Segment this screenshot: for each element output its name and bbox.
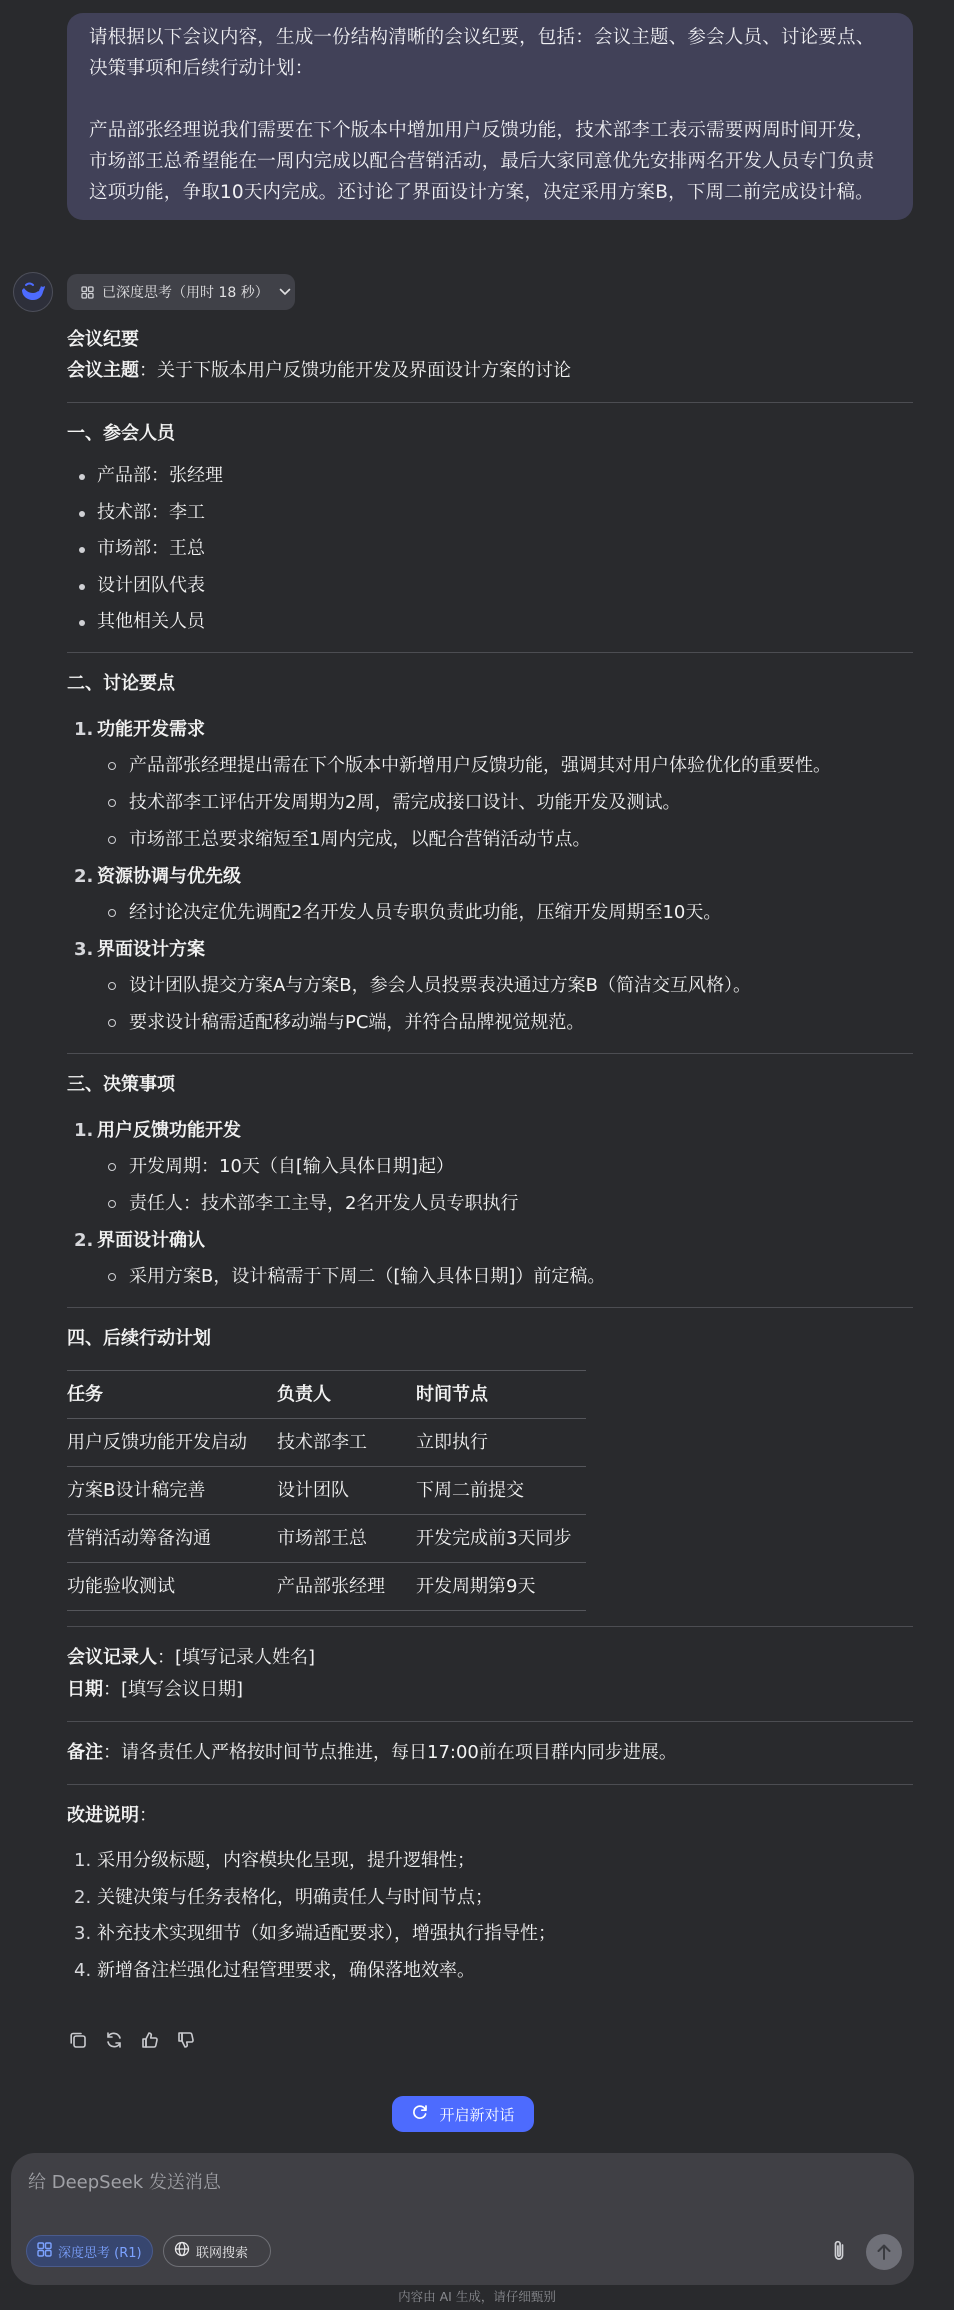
date-value: ：[填写会议日期] — [103, 1679, 244, 1700]
table-cell: 营销活动筹备沟通 — [67, 1515, 277, 1563]
item-title: 资源协调与优先级 — [97, 866, 241, 887]
copy-icon[interactable] — [67, 2029, 89, 2051]
item-text: 采用分级标题，内容模块化呈现，提升逻辑性； — [97, 1850, 475, 1871]
table-cell: 方案B设计稿完善 — [67, 1467, 277, 1515]
column-header-deadline: 时间节点 — [416, 1371, 586, 1419]
divider — [67, 402, 913, 403]
table-header-row — [67, 1371, 586, 1419]
table-cell: 产品部张经理 — [277, 1563, 416, 1611]
divider — [67, 1053, 913, 1054]
message-input[interactable] — [28, 2167, 848, 2197]
table-cell: 下周二前提交 — [416, 1467, 586, 1515]
decision-list — [67, 1117, 913, 1291]
section-attendees-title: 一、参会人员 — [67, 423, 175, 444]
item-number: 2. — [74, 1230, 94, 1251]
answer-title: 会议纪要 — [67, 329, 139, 350]
item-title: 用户反馈功能开发 — [97, 1120, 241, 1141]
refresh-chat-icon — [411, 2103, 429, 2125]
send-button[interactable] — [866, 2234, 902, 2270]
sub-list-item: 技术部李工评估开发周期为2周，需完成接口设计、功能开发及测试。 — [67, 789, 913, 817]
decision-item — [67, 1117, 913, 1218]
meeting-topic — [67, 357, 913, 385]
divider — [67, 1721, 913, 1722]
action-plan-table — [67, 1370, 586, 1611]
table-cell: 立即执行 — [416, 1419, 586, 1467]
discussion-list — [67, 716, 913, 1037]
list-item — [67, 1957, 913, 1985]
discussion-item — [67, 936, 913, 1037]
section-discussion-title: 二、讨论要点 — [67, 673, 175, 694]
table-row — [67, 1419, 586, 1467]
sub-list-item: 经讨论决定优先调配2名开发人员专职负责此功能，压缩开发周期至10天。 — [67, 899, 913, 927]
thumbs-up-icon[interactable] — [139, 2029, 161, 2051]
item-number: 3. — [74, 1923, 92, 1944]
list-item: 产品部：张经理 — [67, 462, 913, 490]
sub-list-item: 产品部张经理提出需在下个版本中新增用户反馈功能，强调其对用户体验优化的重要性。 — [67, 752, 913, 780]
deep-think-button-label: 深度思考 (R1) — [58, 2245, 142, 2261]
decision-item — [67, 1227, 913, 1291]
table-row — [67, 1515, 586, 1563]
ai-disclaimer: 内容由 AI 生成，请仔细甄别 — [398, 2289, 556, 2304]
table-cell: 开发完成前3天同步 — [416, 1515, 586, 1563]
sub-list-item: 市场部王总要求缩短至1周内完成，以配合营销活动节点。 — [67, 826, 913, 854]
list-item: 设计团队代表 — [67, 572, 913, 600]
table-cell: 设计团队 — [277, 1467, 416, 1515]
attachment-icon[interactable] — [827, 2239, 851, 2263]
new-chat-label: 开启新对话 — [439, 2105, 515, 2124]
item-number: 3. — [74, 939, 94, 960]
assistant-answer — [67, 323, 913, 1985]
date-line — [67, 1676, 913, 1704]
message-composer — [11, 2153, 914, 2285]
attendee-list — [67, 462, 913, 636]
sub-list-item: 责任人：技术部李工主导，2名开发人员专职执行 — [67, 1190, 913, 1218]
arrow-up-icon — [876, 2243, 892, 2261]
discussion-item — [67, 863, 913, 927]
globe-icon — [174, 2241, 190, 2261]
item-title: 界面设计确认 — [97, 1230, 205, 1251]
item-number: 2. — [74, 1886, 92, 1908]
item-number: 1. — [74, 1120, 94, 1141]
message-actions — [67, 2027, 197, 2053]
recorder-label: 会议记录人 — [67, 1647, 157, 1668]
column-header-task: 任务 — [67, 1371, 277, 1419]
sub-list — [67, 1263, 913, 1291]
sub-list — [67, 752, 913, 854]
recorder-value: ：[填写记录人姓名] — [157, 1647, 316, 1668]
chevron-down-icon — [279, 288, 291, 296]
thumbs-down-icon[interactable] — [175, 2029, 197, 2051]
date-label: 日期 — [67, 1679, 103, 1700]
topic-value: ：关于下版本用户反馈功能开发及界面设计方案的讨论 — [139, 360, 571, 381]
note-value: ：请各责任人严格按时间节点推进，每日17:00前在项目群内同步进展。 — [103, 1742, 677, 1763]
item-text: 补充技术实现细节（如多端适配要求），增强执行指导性； — [97, 1923, 556, 1944]
table-cell: 用户反馈功能开发启动 — [67, 1419, 277, 1467]
improvements-heading — [67, 1802, 913, 1830]
list-item: 其他相关人员 — [67, 608, 913, 636]
user-message-line-1: 请根据以下会议内容，生成一份结构清晰的会议纪要，包括：会议主题、参会人员、讨论要点、决策事项和后续行动计划： — [89, 27, 875, 79]
web-search-button[interactable] — [163, 2235, 271, 2267]
improvement-list — [67, 1847, 913, 1985]
deep-think-button[interactable] — [26, 2235, 153, 2267]
deep-thinking-toggle[interactable] — [67, 274, 295, 310]
item-title: 界面设计方案 — [97, 939, 205, 960]
list-item — [67, 1920, 913, 1948]
divider — [67, 1626, 913, 1627]
deepseek-avatar — [13, 272, 53, 312]
item-text: 新增备注栏强化过程管理要求，确保落地效率。 — [97, 1959, 475, 1981]
section-decisions-title: 三、决策事项 — [67, 1074, 175, 1095]
user-message-bubble — [67, 13, 913, 220]
section-plan-title: 四、后续行动计划 — [67, 1328, 211, 1349]
item-text: 关键决策与任务表格化，明确责任人与时间节点； — [97, 1886, 493, 1908]
table-row — [67, 1563, 586, 1611]
web-search-label: 联网搜索 — [196, 2245, 249, 2261]
list-item — [67, 1847, 913, 1875]
table-cell: 技术部李工 — [277, 1419, 416, 1467]
list-item: 市场部：王总 — [67, 535, 913, 563]
table-row — [67, 1467, 586, 1515]
topic-label: 会议主题 — [67, 360, 139, 381]
item-number: 4. — [74, 1959, 92, 1981]
sub-list — [67, 899, 913, 927]
table-cell: 开发周期第9天 — [416, 1563, 586, 1611]
deep-think-label: 已深度思考（用时 18 秒） — [102, 285, 269, 301]
divider — [67, 652, 913, 653]
item-number: 1. — [74, 719, 94, 740]
improvements-colon: ： — [139, 1805, 157, 1826]
regenerate-icon[interactable] — [103, 2029, 125, 2051]
note-line — [67, 1739, 913, 1767]
discussion-item — [67, 716, 913, 854]
column-header-owner: 负责人 — [277, 1371, 416, 1419]
sub-list — [67, 972, 913, 1037]
item-number: 2. — [74, 866, 94, 887]
sub-list-item: 设计团队提交方案A与方案B，参会人员投票表决通过方案B（简洁交互风格）。 — [67, 972, 913, 1000]
user-message-line-2: 产品部张经理说我们需要在下个版本中增加用户反馈功能，技术部李工表示需要两周时间开发，市场部王总希望能在一周内完成以配合营销活动，最后大家同意优先安排两名开发人员专门负责这项功能，争取10天内完成。还讨论了界面设计方案，决定采用方案B，下周二前完成设计稿。 — [89, 120, 875, 203]
deep-think-icon — [81, 286, 94, 299]
deepseek-whale-icon — [20, 281, 46, 303]
divider — [67, 1784, 913, 1785]
improvements-label: 改进说明 — [67, 1805, 139, 1826]
deep-think-icon — [37, 2242, 52, 2261]
item-title: 功能开发需求 — [97, 719, 205, 740]
list-item — [67, 1884, 913, 1912]
divider — [67, 1307, 913, 1308]
sub-list — [67, 1153, 913, 1218]
list-item: 技术部：李工 — [67, 499, 913, 527]
item-number: 1. — [74, 1850, 92, 1871]
note-label: 备注 — [67, 1742, 103, 1763]
recorder-line — [67, 1644, 913, 1672]
sub-list-item: 采用方案B，设计稿需于下周二（[输入具体日期]）前定稿。 — [67, 1263, 913, 1291]
new-chat-button[interactable] — [392, 2096, 534, 2132]
table-cell: 功能验收测试 — [67, 1563, 277, 1611]
sub-list-item: 要求设计稿需适配移动端与PC端，并符合品牌视觉规范。 — [67, 1009, 913, 1037]
sub-list-item: 开发周期：10天（自[输入具体日期]起） — [67, 1153, 913, 1181]
table-cell: 市场部王总 — [277, 1515, 416, 1563]
